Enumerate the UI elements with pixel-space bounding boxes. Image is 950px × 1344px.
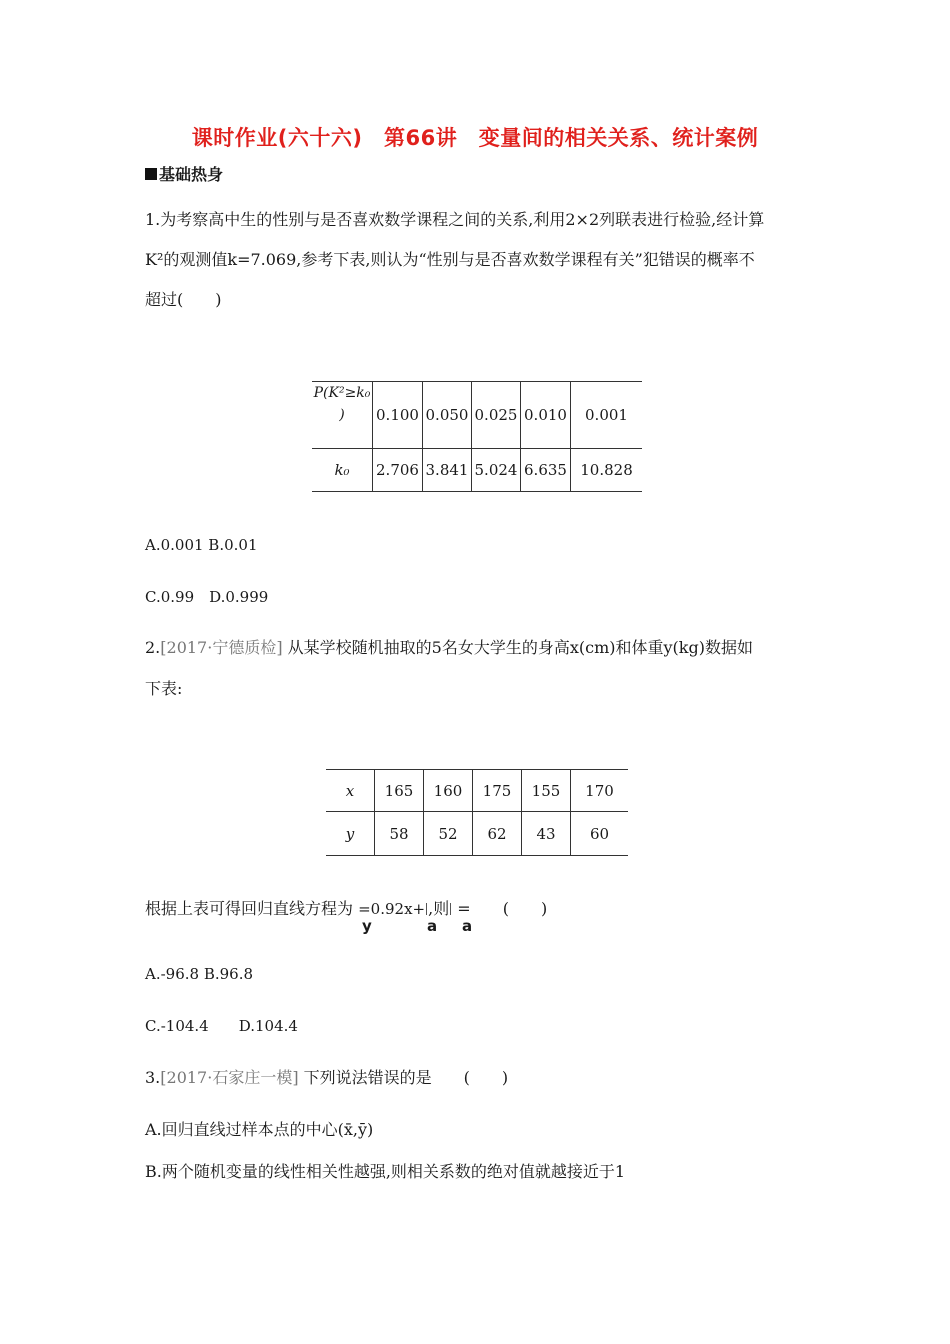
x-value-cell: 175 (473, 770, 522, 812)
glyph-a-hat: a (462, 917, 473, 935)
table-row (312, 382, 642, 449)
p-value-cell: 0.001 (571, 382, 643, 449)
p-label-cell (312, 382, 373, 449)
p-value-cell: 0.100 (373, 382, 423, 449)
q2-stem: 从某学校随机抽取的5名女大学生的身高x(cm)和体重y(kg)数据如 (287, 638, 753, 657)
critical-value-table (312, 381, 642, 492)
x-value-cell: 160 (424, 770, 473, 812)
y-label-cell: y (326, 812, 375, 856)
k-value-cell: 10.828 (571, 449, 643, 492)
y-value-cell: 60 (571, 812, 629, 856)
q2-options-cd: C.-104.4 D.104.4 (145, 1017, 298, 1035)
x-label-cell: x (326, 770, 375, 812)
q3-option-a: A.回归直线过样本点的中心(x̄,ȳ) (145, 1120, 374, 1139)
section-label: 基础热身 (159, 165, 224, 184)
x-value-cell: 155 (522, 770, 571, 812)
q2-options-ab: A.-96.8 B.96.8 (145, 965, 254, 983)
p-value-cell: 0.050 (423, 382, 472, 449)
q3-option-b: B.两个随机变量的线性相关性越强,则相关系数的绝对值就越接近于1 (145, 1162, 626, 1181)
p-label-line-2: ) (339, 407, 345, 423)
p-value-cell: 0.010 (521, 382, 571, 449)
y-value-cell: 43 (522, 812, 571, 856)
x-value-cell: 165 (375, 770, 424, 812)
x-value-cell: 170 (571, 770, 629, 812)
q2-eq-then: ,则 (428, 899, 450, 918)
q2-eq-mid: =0.92x+ (358, 900, 426, 918)
q2-number: 2. (145, 638, 161, 657)
q2-eq-prefix: 根据上表可得回归直线方程为 (145, 899, 354, 918)
table-row (326, 770, 628, 812)
glyph-y-hat: y (362, 917, 372, 935)
table-row (326, 812, 628, 856)
section-square-icon (145, 168, 157, 180)
k-value-cell: 6.635 (521, 449, 571, 492)
k-value-cell: 3.841 (423, 449, 472, 492)
q3-stem: 下列说法错误的是 ( ) (303, 1068, 509, 1087)
page-title: 课时作业(六十六) 第66讲 变量间的相关关系、统计案例 (191, 126, 759, 150)
q3-source: [2017·石家庄一模] (160, 1068, 299, 1087)
q2-line-2: 下表: (145, 679, 183, 698)
q3-number: 3. (145, 1068, 161, 1087)
q1-line-2: K²的观测值k=7.069,参考下表,则认为“性别与是否喜欢数学课程有关”犯错误的概率不 (145, 250, 755, 269)
height-weight-table (326, 769, 628, 856)
q2-source: [2017·宁德质检] (160, 638, 283, 657)
glyph-a-hat: a (427, 917, 438, 935)
y-value-cell: 62 (473, 812, 522, 856)
y-value-cell: 58 (375, 812, 424, 856)
q2-equation-line (145, 901, 547, 917)
table-row (312, 449, 642, 492)
k-value-cell: 2.706 (373, 449, 423, 492)
p-value-cell: 0.025 (472, 382, 521, 449)
q1-options-ab: A.0.001 B.0.01 (145, 536, 258, 554)
q2-line-1 (145, 640, 753, 656)
q1-line-1: 1.为考察高中生的性别与是否喜欢数学课程之间的关系,利用2×2列联表进行检验,经计算 (145, 210, 765, 229)
q3-line-1 (145, 1070, 508, 1086)
q1-line-3: 超过( ) (145, 290, 222, 309)
p-label-line-1: P(K²≥k₀ (313, 385, 371, 401)
y-value-cell: 52 (424, 812, 473, 856)
q2-eq-end: = ( ) (457, 899, 548, 918)
section-heading (145, 162, 223, 185)
hat-bar-mark (426, 903, 427, 915)
k-label-cell: k₀ (312, 449, 373, 492)
k-value-cell: 5.024 (472, 449, 521, 492)
q1-options-cd: C.0.99 D.0.999 (145, 588, 269, 606)
hat-bar-mark (450, 903, 451, 915)
